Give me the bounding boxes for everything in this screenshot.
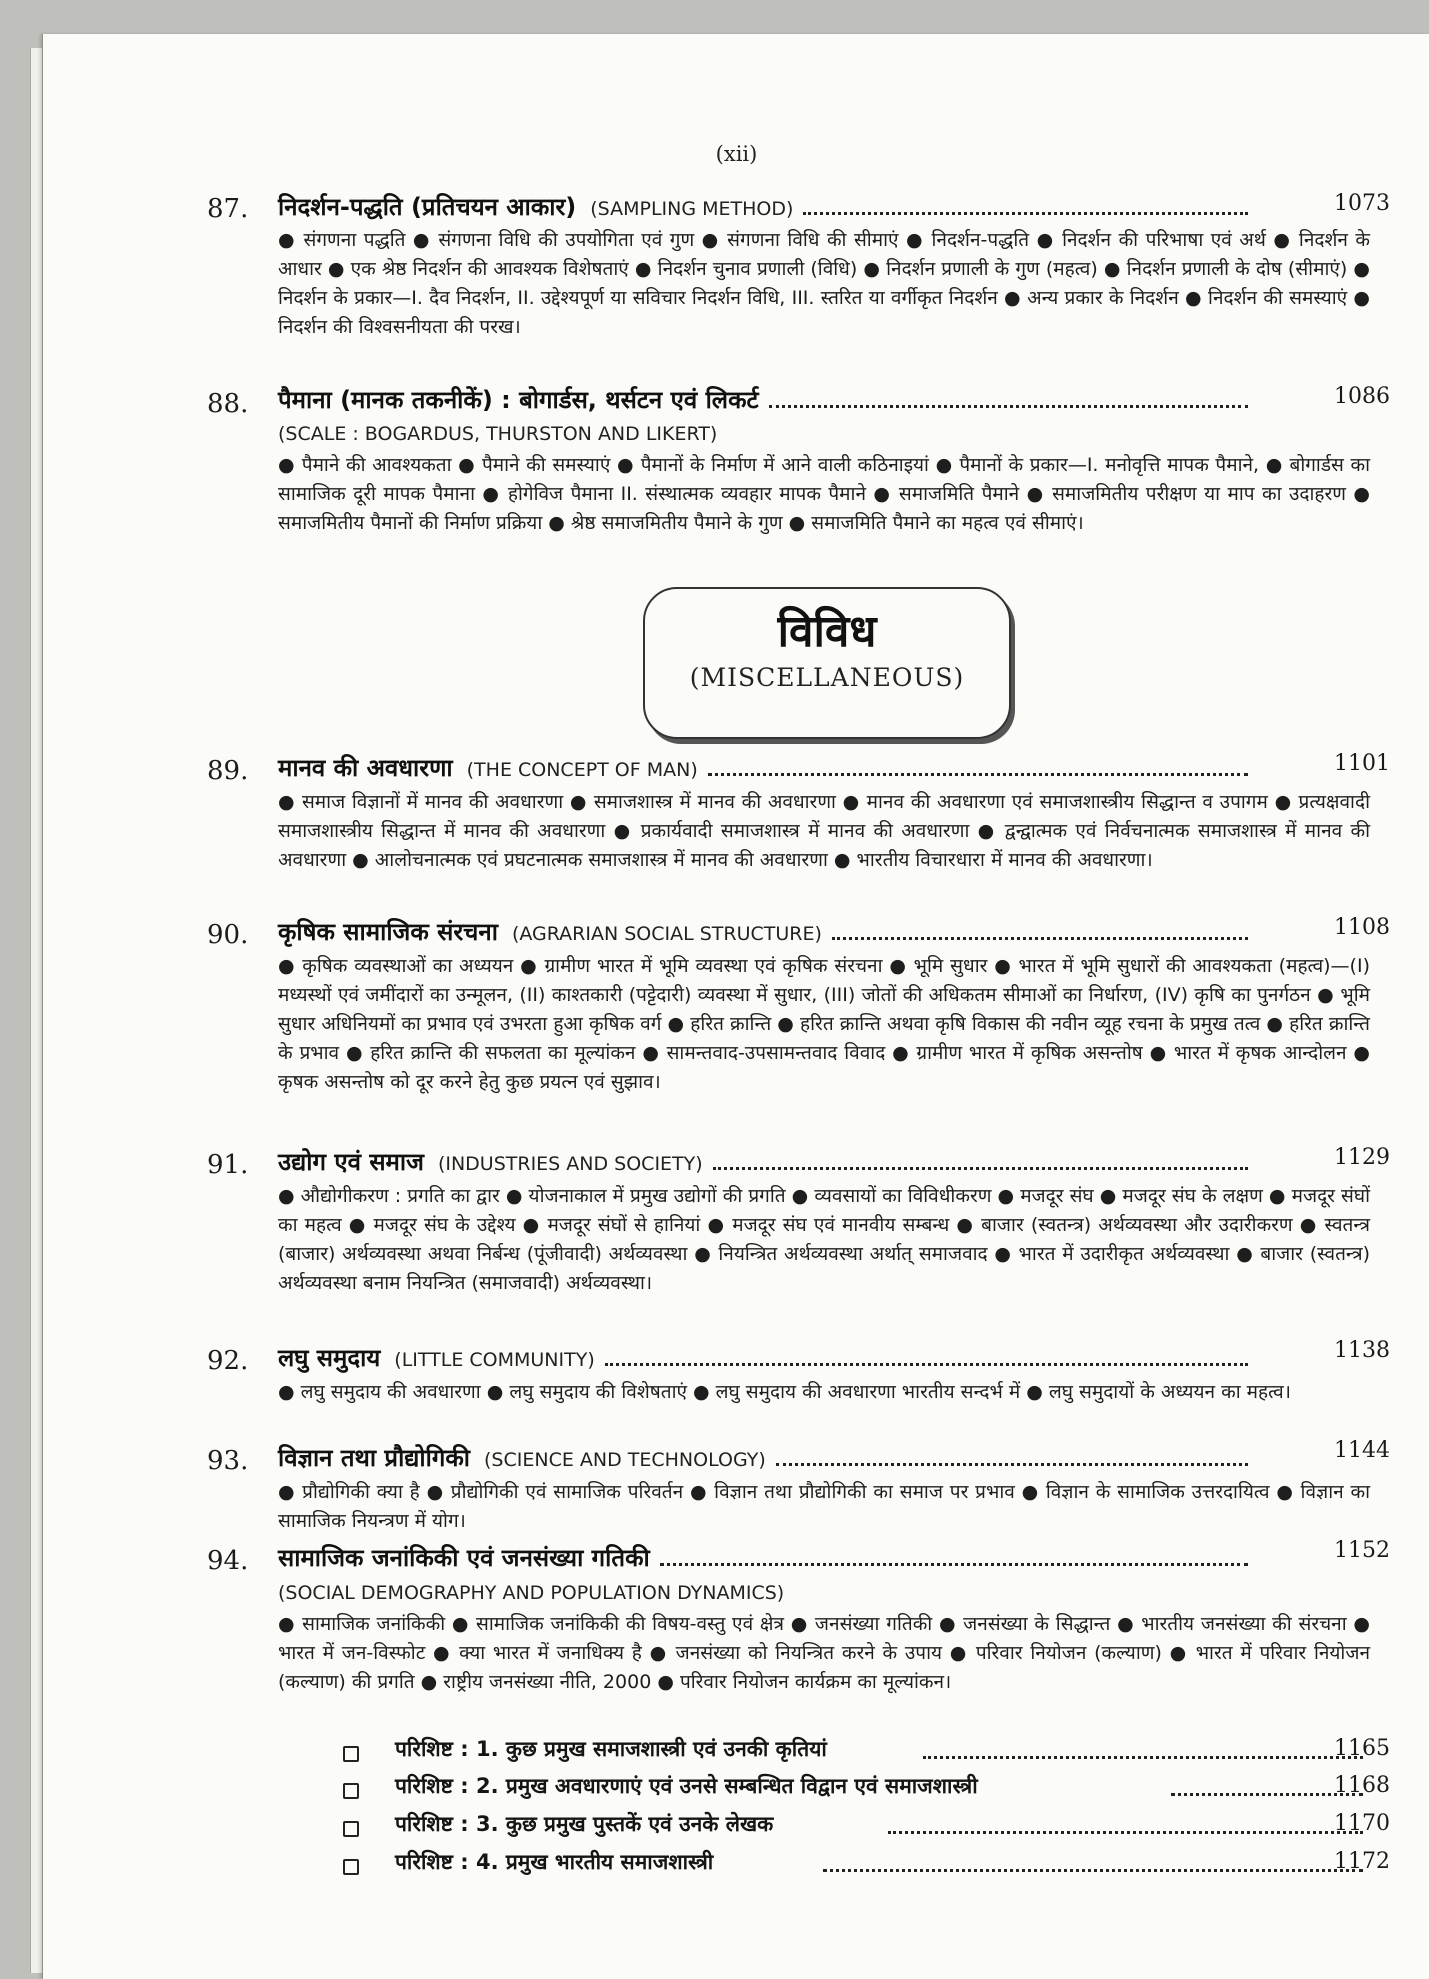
appendix-label: परिशिष्ट : 3. कुछ प्रमुख पुस्तकें एवं उनके लेखक bbox=[395, 1812, 774, 1836]
entry-page: 1138 bbox=[1334, 1338, 1390, 1363]
entry-title-english: (SCALE : BOGARDUS, THURSTON AND LIKERT) bbox=[278, 423, 718, 445]
entry-title-english: (LITTLE COMMUNITY) bbox=[394, 1349, 595, 1371]
appendix-label: परिशिष्ट : 2. प्रमुख अवधारणाएं एवं उनसे सम्बन्धित विद्वान एवं समाजशास्त्री bbox=[395, 1774, 978, 1798]
section-title-english: (MISCELLANEOUS) bbox=[689, 663, 965, 692]
dot-leader bbox=[769, 405, 1248, 408]
checkbox-square-icon bbox=[343, 1859, 359, 1875]
entry-description: ● औद्योगीकरण : प्रगति का द्वार ● योजनाकाल में प्रमुख उद्योगों की प्रगति ● व्यवसायों का विविधीकरण ● मजदूर संघ ● मजदूर संघ के लक्षण ● मजदूर संघों का महत्व ● मजदूर संघ के उद्देश्य ● मजदूर संघों से हानियां ● मजदूर संघ एवं मानवीय सम्बन्ध ● बाजार (स्वतन्त्र) अर्थव्यवस्था और उदारीकरण ● स्वतन्त्र (बाजार) अर्थव्यवस्था अथवा निर्बन्ध (पूंजीवादी) अर्थव्यवस्था ● नियन्त्रित अर्थव्यवस्था अर्थात् समाजवाद ● भारत में उदारीकृत अर्थव्यवस्था ● बाजार (स्वतन्त्र) अर्थव्यवस्था बनाम नियन्त्रित (समाजवादी) अर्थव्यवस्था। bbox=[278, 1185, 1370, 1294]
checkbox-square-icon bbox=[343, 1783, 359, 1799]
dot-leader bbox=[660, 1563, 1248, 1566]
entry-number: 87. bbox=[207, 194, 249, 224]
appendix-page: 1170 bbox=[1334, 1811, 1390, 1836]
entry-title-english: (INDUSTRIES AND SOCIETY) bbox=[437, 1153, 703, 1175]
dot-leader bbox=[888, 1831, 1363, 1834]
entry-page: 1129 bbox=[1334, 1145, 1390, 1170]
book-page bbox=[42, 34, 1429, 1979]
entry-title-line bbox=[278, 1543, 1260, 1575]
entry-title-english: (SCIENCE AND TECHNOLOGY) bbox=[484, 1449, 766, 1471]
page-number: (xii) bbox=[715, 142, 758, 166]
entry-title-english: (AGRARIAN SOCIAL STRUCTURE) bbox=[511, 923, 822, 945]
entry-description: ● संगणना पद्धति ● संगणना विधि की उपयोगिता एवं गुण ● संगणना विधि की सीमाएं ● निदर्शन-पद्धति ● निदर्शन की परिभाषा एवं अर्थ ● निदर्शन के आधार ● एक श्रेष्ठ निदर्शन की आवश्यक विशेषताएं ● निदर्शन चुनाव प्रणाली (विधि) ● निदर्शन प्रणाली के गुण (महत्व) ● निदर्शन प्रणाली के दोष (सीमाएं) ● निदर्शन के प्रकार—I. दैव निदर्शन, II. उद्देश्यपूर्ण या सविचार निदर्शन विधि, III. स्तरित या वर्गीकृत निदर्शन ● अन्य प्रकार के निदर्शन ● निदर्शन की समस्याएं ● निदर्शन की विश्वसनीयता की परख। bbox=[278, 229, 1370, 338]
checkbox-square-icon bbox=[343, 1821, 359, 1837]
entry-description: ● समाज विज्ञानों में मानव की अवधारणा ● समाजशास्त्र में मानव की अवधारणा ● मानव की अवधारणा एवं समाजशास्त्रीय सिद्धान्त व उपागम ● प्रत्यक्षवादी समाजशास्त्रीय सिद्धान्त में मानव की अवधारणा ● प्रकार्यवादी समाजशास्त्र में मानव की अवधारणा ● द्वन्द्वात्मक एवं निर्वचनात्मक समाजशास्त्र में मानव की अवधारणा ● आलोचनात्मक एवं प्रघटनात्मक समाजशास्त्र में मानव की अवधारणा ● भारतीय विचारधारा में मानव की अवधारणा। bbox=[278, 791, 1370, 871]
entry-page: 1073 bbox=[1334, 191, 1390, 216]
entry-page: 1152 bbox=[1334, 1538, 1390, 1563]
dot-leader bbox=[776, 1463, 1248, 1466]
entry-number: 93. bbox=[207, 1446, 249, 1476]
entry-page: 1108 bbox=[1334, 915, 1390, 940]
entry-title-line bbox=[278, 1147, 1260, 1179]
appendix-label: परिशिष्ट : 1. कुछ प्रमुख समाजशास्त्री एवं उनकी कृतियां bbox=[395, 1737, 827, 1761]
section-heading-box bbox=[643, 587, 1011, 739]
entry-description: ● सामाजिक जनांकिकी ● सामाजिक जनांकिकी की विषय-वस्तु एवं क्षेत्र ● जनसंख्या गतिकी ● जनसंख्या के सिद्धान्त ● भारतीय जनसंख्या की संरचना ● भारत में जन-विस्फोट ● क्या भारत में जनाधिक्य है ● जनसंख्या को नियन्त्रित करने के उपाय ● परिवार नियोजन (कल्याण) ● भारत में परिवार नियोजन (कल्याण) की प्रगति ● राष्ट्रीय जनसंख्या नीति, 2000 ● परिवार नियोजन कार्यक्रम का मूल्यांकन। bbox=[278, 1613, 1370, 1693]
entry-page: 1086 bbox=[1334, 384, 1390, 409]
entry-title-hindi: पैमाना (मानक तकनीकें) : बोगार्डस, थर्सटन एवं लिकर्ट bbox=[278, 386, 759, 414]
appendix-page: 1168 bbox=[1334, 1773, 1390, 1798]
entry-title-line bbox=[278, 753, 1260, 785]
appendix-page: 1165 bbox=[1334, 1736, 1390, 1761]
appendix-page: 1172 bbox=[1334, 1849, 1390, 1874]
entry-title-line bbox=[278, 192, 1260, 224]
entry-title-hindi: निदर्शन-पद्धति (प्रतिचयन आकार) bbox=[278, 193, 577, 221]
entry-number: 91. bbox=[207, 1150, 249, 1180]
appendix-label: परिशिष्ट : 4. प्रमुख भारतीय समाजशास्त्री bbox=[395, 1850, 714, 1874]
entry-title-line bbox=[278, 385, 1260, 417]
entry-title-hindi: सामाजिक जनांकिकी एवं जनसंख्या गतिकी bbox=[278, 1544, 650, 1572]
dot-leader bbox=[832, 937, 1248, 940]
entry-title-hindi: लघु समुदाय bbox=[278, 1344, 381, 1372]
entry-title-hindi: मानव की अवधारणा bbox=[278, 754, 453, 782]
entry-title-hindi: विज्ञान तथा प्रौद्योगिकी bbox=[278, 1444, 471, 1472]
entry-number: 88. bbox=[207, 389, 249, 419]
entry-page: 1101 bbox=[1334, 751, 1390, 776]
entry-title-english: (THE CONCEPT OF MAN) bbox=[466, 759, 698, 781]
entry-title-english: (SAMPLING METHOD) bbox=[590, 198, 794, 220]
entry-title-hindi: कृषिक सामाजिक संरचना bbox=[278, 918, 498, 946]
dot-leader bbox=[708, 773, 1248, 776]
dot-leader bbox=[713, 1167, 1248, 1170]
section-title-hindi: विविध bbox=[777, 606, 877, 657]
dot-leader bbox=[605, 1363, 1248, 1366]
entry-number: 92. bbox=[207, 1346, 249, 1376]
entry-title-english: (SOCIAL DEMOGRAPHY AND POPULATION DYNAMICS) bbox=[278, 1582, 785, 1604]
entry-description: ● लघु समुदाय की अवधारणा ● लघु समुदाय की विशेषताएं ● लघु समुदाय की अवधारणा भारतीय सन्दर्भ में ● लघु समुदायों के अध्ययन का महत्व। bbox=[278, 1381, 1291, 1403]
dot-leader bbox=[823, 1869, 1363, 1872]
entry-description: ● कृषिक व्यवस्थाओं का अध्ययन ● ग्रामीण भारत में भूमि व्यवस्था एवं कृषिक संरचना ● भूमि सुधार ● भारत में भूमि सुधारों की आवश्यकता (महत्व)—(I) मध्यस्थों एवं जमींदारों का उन्मूलन, (II) काश्तकारी (पट्टेदारी) व्यवस्था में सुधार, (III) जोतों की अधिकतम सीमाओं का निर्धारण, (IV) कृषि का पुनर्गठन ● भूमि सुधार अधिनियमों का प्रभाव एवं उभरता हुआ कृषिक वर्ग ● हरित क्रान्ति ● हरित क्रान्ति अथवा कृषि विकास की नवीन व्यूह रचना के प्रमुख तत्व ● हरित क्रान्ति के प्रभाव ● हरित क्रान्ति की सफलता का मूल्यांकन ● सामन्तवाद-उपसामन्तवाद विवाद ● ग्रामीण भारत में कृषिक असन्तोष ● भारत में कृषक आन्दोलन ● कृषक असन्तोष को दूर करने हेतु कुछ प्रयत्न एवं सुझाव। bbox=[278, 955, 1370, 1093]
dot-leader bbox=[923, 1756, 1363, 1759]
entry-title-line bbox=[278, 1343, 1260, 1375]
entry-title-hindi: उद्योग एवं समाज bbox=[278, 1148, 424, 1176]
entry-title-line bbox=[278, 917, 1260, 949]
entry-number: 90. bbox=[207, 920, 249, 950]
entry-title-line bbox=[278, 1443, 1260, 1475]
entry-number: 89. bbox=[207, 756, 249, 786]
entry-description: ● प्रौद्योगिकी क्या है ● प्रौद्योगिकी एवं सामाजिक परिवर्तन ● विज्ञान तथा प्रौद्योगिकी का समाज पर प्रभाव ● विज्ञान के सामाजिक उत्तरदायित्व ● विज्ञान का सामाजिक नियन्त्रण में योग। bbox=[278, 1481, 1370, 1532]
checkbox-square-icon bbox=[343, 1746, 359, 1762]
entry-number: 94. bbox=[207, 1546, 249, 1576]
entry-page: 1144 bbox=[1334, 1438, 1390, 1463]
dot-leader bbox=[803, 212, 1248, 215]
entry-description: ● पैमाने की आवश्यकता ● पैमाने की समस्याएं ● पैमानों के निर्माण में आने वाली कठिनाइयां ● पैमानों के प्रकार—I. मनोवृत्ति मापक पैमाने, ● बोगार्डस का सामाजिक दूरी मापक पैमाना ● होगेविज पैमाना II. संस्थात्मक व्यवहार मापक पैमाने ● समाजमिति पैमाने ● समाजमितीय परीक्षण या माप का उदाहरण ● समाजमितीय पैमानों की निर्माण प्रक्रिया ● श्रेष्ठ समाजमितीय पैमाने के गुण ● समाजमिति पैमाने का महत्व एवं सीमाएं। bbox=[278, 454, 1370, 534]
